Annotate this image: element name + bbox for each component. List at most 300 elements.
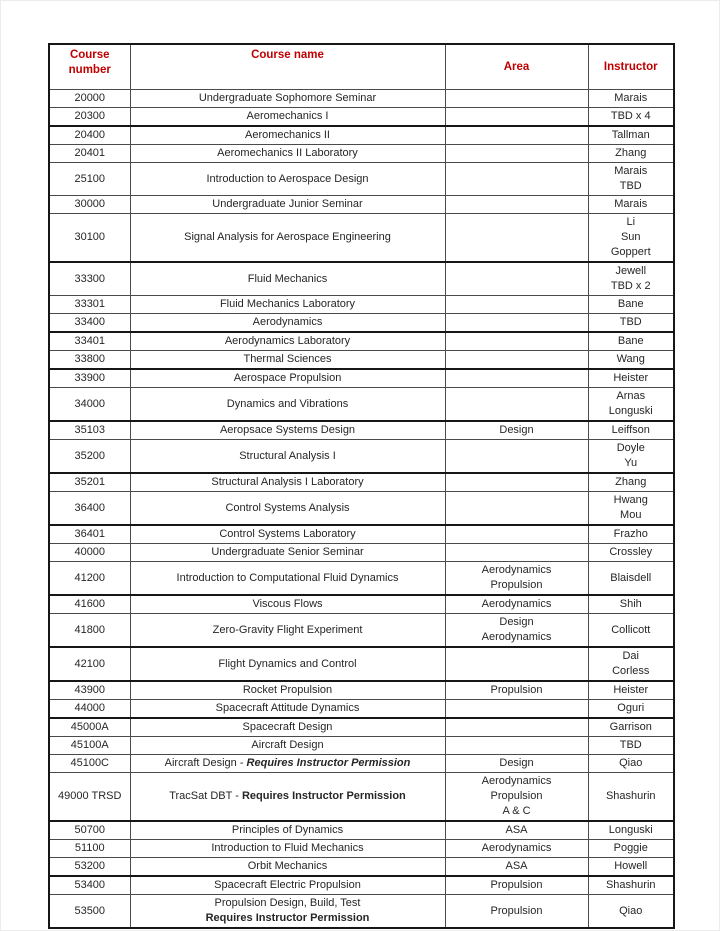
cell-line [133, 334, 443, 349]
course-name-cell [130, 647, 445, 681]
area-cell [445, 145, 588, 163]
instructor-cell [588, 595, 674, 614]
course-number-cell: 53200 [49, 858, 130, 877]
instructor-cell [588, 388, 674, 422]
cell-line: Qiao [619, 904, 643, 917]
course-number-cell: 33800 [49, 351, 130, 370]
instructor-cell [588, 314, 674, 333]
instructor-cell [588, 755, 674, 773]
cell-line [133, 623, 443, 638]
course-name-cell [130, 296, 445, 314]
area-cell [445, 473, 588, 492]
instructor-cell [588, 421, 674, 440]
cell-line: ASA [505, 860, 528, 872]
table-row [49, 145, 674, 163]
cell-line: Garrison [609, 721, 652, 733]
course-number-cell: 33300 [49, 262, 130, 296]
cell-line: TBD [619, 316, 642, 328]
area-cell [445, 840, 588, 858]
cell-line: Propulsion [490, 790, 543, 802]
instructor-cell [588, 700, 674, 719]
cell-line: Bane [617, 298, 644, 310]
table-row [49, 492, 674, 526]
text-segment: Requires Instructor Permission [246, 757, 411, 769]
table-row [49, 700, 674, 719]
instructor-cell [588, 351, 674, 370]
course-number-cell: 25100 [49, 163, 130, 196]
area-cell [445, 681, 588, 700]
area-cell [445, 332, 588, 351]
col-header-area: Area [445, 44, 588, 90]
course-number-cell: 33900 [49, 369, 130, 388]
text-segment: Structural Analysis I [239, 449, 336, 462]
instructor-cell [588, 196, 674, 214]
cell-line: Qiao [619, 757, 643, 769]
course-name-cell [130, 369, 445, 388]
course-number-cell: 53500 [49, 895, 130, 929]
course-name-cell [130, 544, 445, 562]
text-segment: Dynamics and Vibrations [226, 397, 349, 410]
area-cell [445, 90, 588, 108]
cell-line: Design [499, 757, 534, 769]
text-segment: Aeromechanics I [246, 110, 329, 122]
text-segment: Spacecraft Attitude Dynamics [215, 702, 360, 714]
course-number-cell: 36401 [49, 525, 130, 544]
cell-line: Marais [614, 165, 648, 177]
text-segment: Aeromechanics II Laboratory [217, 147, 358, 159]
course-name-cell [130, 737, 445, 755]
text-segment: Requires Instructor Permission [205, 912, 370, 924]
course-number-cell: 35201 [49, 473, 130, 492]
cell-line: Propulsion [490, 879, 543, 891]
course-name-cell [130, 351, 445, 370]
table-row [49, 262, 674, 296]
instructor-cell [588, 332, 674, 351]
course-number-cell: 53400 [49, 876, 130, 895]
course-name-cell [130, 821, 445, 840]
cell-line: Crossley [609, 546, 653, 558]
course-number-cell: 20400 [49, 126, 130, 145]
area-cell [445, 525, 588, 544]
instructor-cell [588, 262, 674, 296]
table-row [49, 840, 674, 858]
cell-line: Design [499, 424, 534, 436]
table-row [49, 369, 674, 388]
area-cell [445, 214, 588, 263]
course-number-cell: 50700 [49, 821, 130, 840]
text-segment: Control Systems Analysis [225, 501, 350, 514]
cell-line [133, 859, 443, 874]
instructor-cell [588, 876, 674, 895]
cell-line [133, 475, 443, 490]
text-segment: Aircraft Design - [164, 757, 247, 769]
course-name-cell [130, 876, 445, 895]
course-number-cell: 35200 [49, 440, 130, 474]
course-name-cell [130, 163, 445, 196]
cell-line: Poggie [613, 842, 648, 854]
text-segment: Flight Dynamics and Control [218, 657, 357, 670]
cell-line: Aerodynamics [481, 842, 552, 854]
cell-line: Sun [620, 231, 641, 243]
course-number-cell: 40000 [49, 544, 130, 562]
area-cell [445, 718, 588, 737]
table-row [49, 314, 674, 333]
table-row [49, 614, 674, 648]
text-segment: Requires Instructor Permission [241, 790, 406, 802]
course-name-cell [130, 525, 445, 544]
area-cell [445, 895, 588, 929]
cell-line: Jewell [615, 265, 647, 277]
table-row [49, 737, 674, 755]
course-number-cell: 33400 [49, 314, 130, 333]
course-name-cell [130, 895, 445, 929]
table-row [49, 821, 674, 840]
table-row [49, 163, 674, 196]
text-segment: Introduction to Fluid Mechanics [211, 842, 364, 854]
text-segment: Aerospace Propulsion [233, 372, 342, 384]
cell-line: Shashurin [605, 790, 656, 802]
cell-line [133, 841, 443, 856]
course-number-cell: 45000A [49, 718, 130, 737]
course-number-cell: 41200 [49, 562, 130, 596]
cell-line [133, 172, 443, 187]
table-row [49, 773, 674, 822]
course-number-cell: 20000 [49, 90, 130, 108]
instructor-cell [588, 562, 674, 596]
cell-line: ASA [505, 824, 528, 836]
table-row [49, 296, 674, 314]
cell-line [133, 657, 443, 672]
table-row [49, 595, 674, 614]
cell-line: Tallman [611, 129, 650, 141]
course-name-cell [130, 492, 445, 526]
area-cell [445, 296, 588, 314]
text-segment: Aeromechanics II [245, 129, 330, 141]
instructor-cell [588, 737, 674, 755]
area-cell [445, 737, 588, 755]
table-row [49, 388, 674, 422]
instructor-cell [588, 858, 674, 877]
course-name-cell [130, 262, 445, 296]
course-name-cell [130, 126, 445, 145]
text-segment: Undergraduate Sophomore Seminar [198, 92, 377, 104]
text-segment: Rocket Propulsion [242, 684, 333, 696]
instructor-cell [588, 369, 674, 388]
text-segment: Fluid Mechanics Laboratory [219, 298, 356, 310]
instructor-cell [588, 145, 674, 163]
area-cell [445, 369, 588, 388]
course-number-cell: 42100 [49, 647, 130, 681]
cell-line: Aerodynamics [481, 564, 552, 576]
course-name-cell [130, 332, 445, 351]
area-cell [445, 773, 588, 822]
table-row [49, 421, 674, 440]
cell-line: TBD x 4 [610, 110, 651, 122]
course-number-cell: 36400 [49, 492, 130, 526]
cell-line [133, 683, 443, 698]
cell-line [133, 571, 443, 586]
area-cell [445, 196, 588, 214]
cell-line: Zhang [615, 147, 647, 159]
table-row [49, 562, 674, 596]
course-name-cell [130, 700, 445, 719]
cell-line: Oguri [617, 702, 645, 714]
instructor-cell [588, 647, 674, 681]
table-row [49, 90, 674, 108]
cell-line [133, 272, 443, 287]
course-number-cell: 33401 [49, 332, 130, 351]
course-name-cell [130, 755, 445, 773]
table-row [49, 895, 674, 929]
cell-line [133, 449, 443, 464]
course-number-cell: 45100C [49, 755, 130, 773]
cell-line [133, 109, 443, 124]
col-header-course-name: Course name [130, 44, 445, 90]
course-table [48, 43, 675, 929]
course-name-cell [130, 718, 445, 737]
text-segment: TracSat DBT - [169, 790, 242, 802]
text-segment: Propulsion Design, Build, Test [214, 897, 361, 909]
course-name-cell [130, 440, 445, 474]
area-cell [445, 755, 588, 773]
cell-line: Shih [619, 598, 642, 610]
cell-line: Longuski [608, 824, 653, 836]
cell-line: Mou [620, 509, 642, 521]
text-segment: Undergraduate Senior Seminar [211, 546, 364, 558]
cell-line: Blaisdell [610, 571, 652, 584]
cell-line: Aerodynamics [481, 631, 552, 643]
course-number-cell: 44000 [49, 700, 130, 719]
cell-line: Yu [624, 457, 638, 469]
course-name-cell [130, 314, 445, 333]
cell-line: Corless [612, 665, 650, 677]
course-number-cell: 51100 [49, 840, 130, 858]
text-segment: Viscous Flows [252, 598, 323, 610]
text-segment: Spacecraft Electric Propulsion [214, 879, 361, 891]
course-number-cell: 30100 [49, 214, 130, 263]
cell-line [133, 823, 443, 838]
course-name-cell [130, 595, 445, 614]
course-number-cell: 35103 [49, 421, 130, 440]
area-cell [445, 595, 588, 614]
text-segment: Aerodynamics [252, 316, 323, 328]
cell-line: Goppert [610, 246, 651, 258]
cell-line: Propulsion [490, 579, 543, 591]
instructor-cell [588, 681, 674, 700]
course-name-cell [130, 90, 445, 108]
cell-line: Propulsion [490, 684, 543, 696]
cell-line: Longuski [608, 405, 653, 417]
text-segment: Zero-Gravity Flight Experiment [212, 623, 363, 636]
area-cell [445, 614, 588, 648]
instructor-cell [588, 525, 674, 544]
course-number-cell: 41600 [49, 595, 130, 614]
text-segment: Aircraft Design [251, 739, 324, 751]
course-name-cell [130, 108, 445, 127]
cell-line [133, 738, 443, 753]
header-row [49, 44, 674, 90]
course-name-cell [130, 388, 445, 422]
course-number-cell: 45100A [49, 737, 130, 755]
cell-line [133, 896, 443, 911]
cell-line [133, 597, 443, 612]
course-number-cell: 33301 [49, 296, 130, 314]
cell-line [133, 756, 443, 771]
cell-line: TBD [619, 180, 642, 192]
table-row [49, 351, 674, 370]
instructor-cell [588, 440, 674, 474]
instructor-cell [588, 492, 674, 526]
instructor-cell [588, 163, 674, 196]
area-cell [445, 388, 588, 422]
instructor-cell [588, 296, 674, 314]
area-cell [445, 126, 588, 145]
text-segment: Undergraduate Junior Seminar [212, 198, 363, 210]
text-segment: Introduction to Computational Fluid Dynamics [176, 571, 399, 584]
cell-line: Aerodynamics [481, 775, 552, 787]
instructor-cell [588, 614, 674, 648]
course-name-cell [130, 214, 445, 263]
cell-line: Bane [617, 335, 644, 347]
table-row [49, 126, 674, 145]
text-segment: Thermal Sciences [243, 353, 332, 365]
cell-line [133, 146, 443, 161]
cell-line [133, 315, 443, 330]
table-row [49, 525, 674, 544]
course-name-cell [130, 421, 445, 440]
table-row [49, 473, 674, 492]
cell-line: Leiffson [611, 424, 650, 436]
course-name-cell [130, 473, 445, 492]
cell-line: Zhang [615, 476, 647, 488]
instructor-cell [588, 473, 674, 492]
text-segment: Signal Analysis for Aerospace Engineering [184, 231, 391, 243]
instructor-cell [588, 126, 674, 145]
course-name-cell [130, 614, 445, 648]
instructor-cell [588, 544, 674, 562]
table-row [49, 718, 674, 737]
cell-line: Shashurin [605, 879, 656, 891]
instructor-cell [588, 840, 674, 858]
cell-line [133, 197, 443, 212]
course-number-cell: 20401 [49, 145, 130, 163]
text-segment: Spacecraft Design [242, 721, 333, 733]
cell-line [133, 527, 443, 542]
area-cell [445, 544, 588, 562]
area-cell [445, 440, 588, 474]
cell-line: Wang [616, 353, 645, 365]
cell-line [133, 91, 443, 106]
cell-line: A & C [502, 805, 531, 817]
table-row [49, 876, 674, 895]
cell-line: Marais [614, 92, 648, 104]
area-cell [445, 314, 588, 333]
cell-line [133, 545, 443, 560]
area-cell [445, 858, 588, 877]
text-segment: Control Systems Laboratory [219, 528, 356, 540]
course-name-cell [130, 196, 445, 214]
cell-line: Frazho [613, 528, 648, 540]
cell-line: Doyle [616, 442, 645, 454]
table-body [49, 90, 674, 929]
table-row [49, 544, 674, 562]
cell-line: Propulsion [490, 904, 543, 917]
text-segment: Aeropsace Systems Design [219, 424, 356, 436]
cell-line: Li [626, 216, 636, 228]
area-cell [445, 876, 588, 895]
table-row [49, 440, 674, 474]
cell-line: TBD [619, 739, 642, 751]
area-cell [445, 108, 588, 127]
course-number-cell: 30000 [49, 196, 130, 214]
cell-line: Design [499, 616, 534, 628]
cell-line [133, 230, 443, 245]
instructor-cell [588, 90, 674, 108]
cell-line [133, 423, 443, 438]
cell-line: Marais [614, 198, 648, 210]
table-row [49, 755, 674, 773]
table-row [49, 214, 674, 263]
cell-line [133, 371, 443, 386]
text-segment: Fluid Mechanics [247, 272, 328, 285]
area-cell [445, 262, 588, 296]
cell-line: Dai [622, 650, 639, 662]
area-cell [445, 492, 588, 526]
cell-line: Collicott [611, 623, 651, 636]
course-name-cell [130, 858, 445, 877]
cell-line [133, 297, 443, 312]
cell-line: Arnas [616, 390, 646, 402]
area-cell [445, 647, 588, 681]
area-cell [445, 421, 588, 440]
table-row [49, 647, 674, 681]
text-segment: Aerodynamics Laboratory [224, 335, 351, 347]
instructor-cell [588, 108, 674, 127]
instructor-cell [588, 718, 674, 737]
cell-line [133, 878, 443, 893]
course-name-cell [130, 681, 445, 700]
course-name-cell [130, 840, 445, 858]
course-number-cell: 41800 [49, 614, 130, 648]
course-name-cell [130, 773, 445, 822]
cell-line: TBD x 2 [610, 280, 651, 292]
course-name-cell [130, 145, 445, 163]
cell-line: Heister [613, 372, 649, 384]
table-row [49, 681, 674, 700]
instructor-cell [588, 214, 674, 263]
text-segment: Principles of Dynamics [231, 824, 344, 836]
cell-line [133, 911, 443, 926]
course-name-cell [130, 562, 445, 596]
area-cell [445, 163, 588, 196]
text-segment: Structural Analysis I Laboratory [211, 476, 364, 488]
table-row [49, 332, 674, 351]
instructor-cell [588, 895, 674, 929]
cell-line: Howell [614, 860, 648, 872]
course-number-cell: 20300 [49, 108, 130, 127]
table-row [49, 196, 674, 214]
cell-line [133, 501, 443, 516]
cell-line: Heister [613, 684, 649, 696]
col-header-instructor: Instructor [588, 44, 674, 90]
cell-line: Aerodynamics [481, 598, 552, 610]
area-cell [445, 700, 588, 719]
text-segment: Orbit Mechanics [247, 860, 328, 872]
area-cell [445, 351, 588, 370]
table-row [49, 108, 674, 127]
cell-line [133, 701, 443, 716]
cell-line [133, 720, 443, 735]
